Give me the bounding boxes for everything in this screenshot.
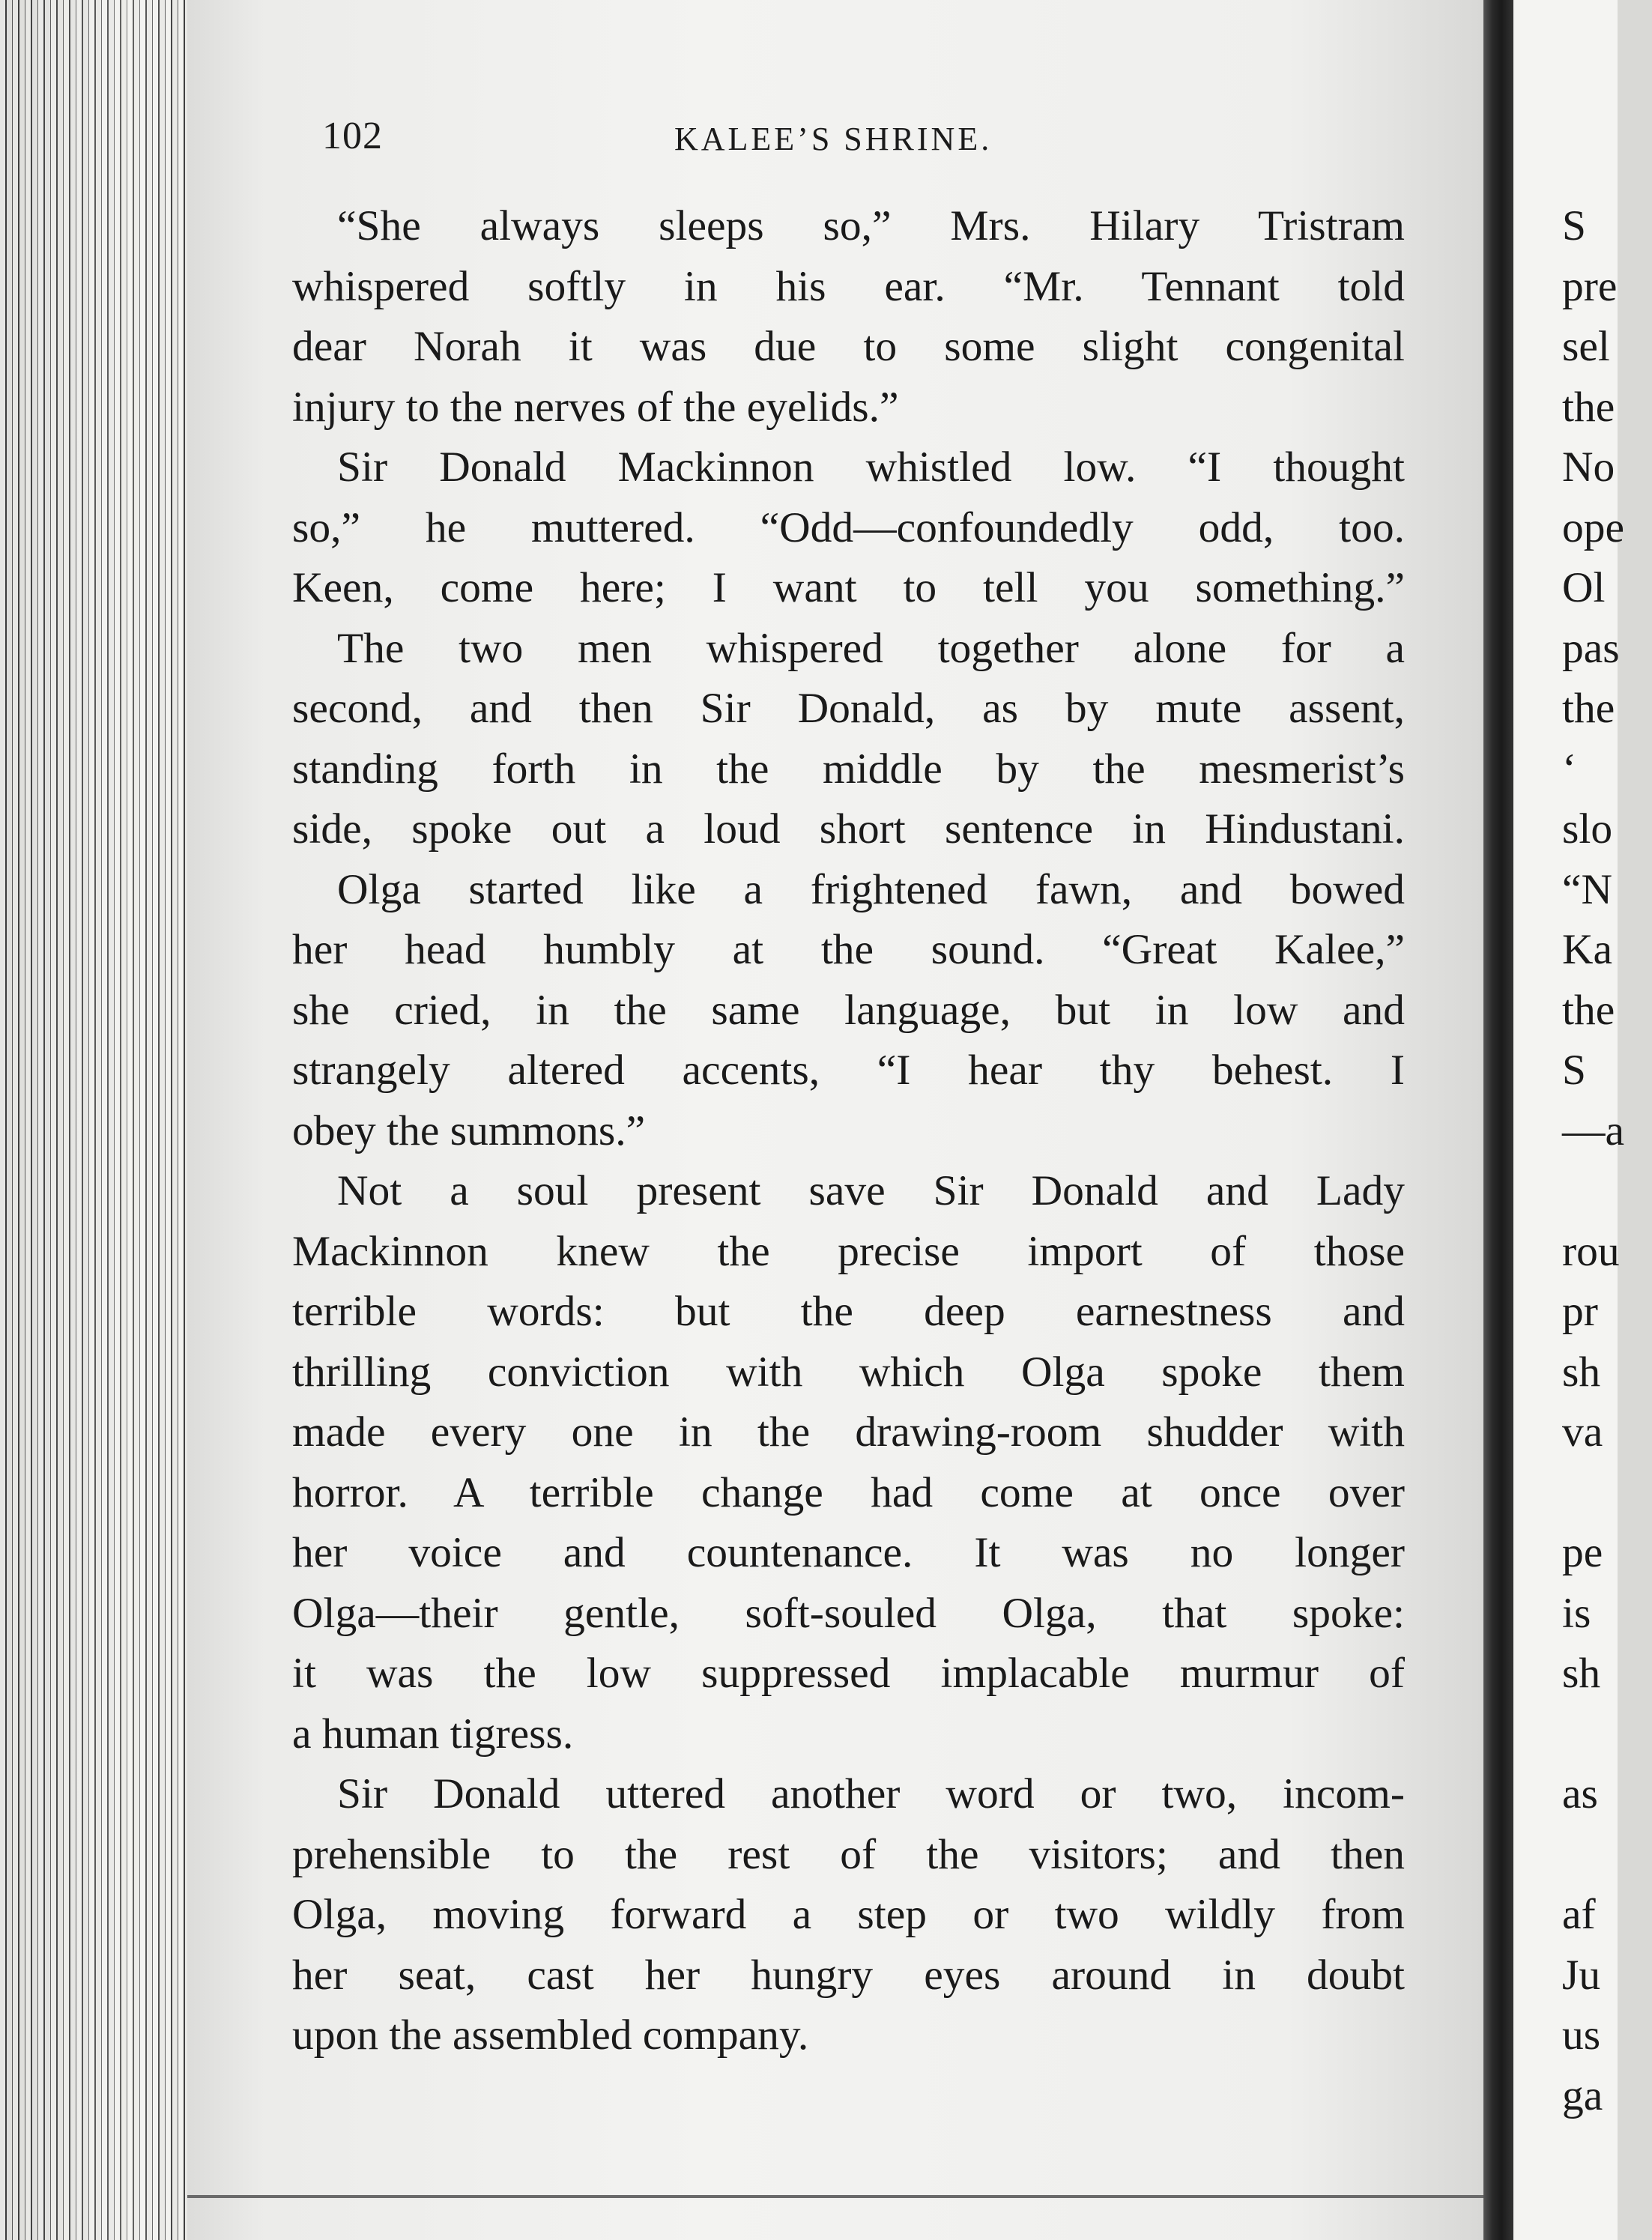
- running-head: KALEE’S SHRINE.: [674, 121, 993, 157]
- text-line: dear Norah it was due to some slight congenital: [292, 323, 1405, 370]
- next-page-fragment: —a: [1562, 1107, 1625, 1154]
- page-bottom-edge: [187, 2195, 1483, 2198]
- text-line: she cried, in the same language, but in low and: [292, 986, 1405, 1034]
- next-page-fragment: af: [1562, 1891, 1596, 1938]
- next-page-fragment: [1562, 1161, 1652, 1222]
- next-page-fragment: as: [1562, 1770, 1598, 1817]
- text-line: side, spoke out a loud short sentence in Hindustani.: [292, 805, 1405, 853]
- next-page-fragment: sh: [1562, 1348, 1601, 1396]
- text-line: obey the summons.”: [292, 1107, 646, 1154]
- text-line: Olga started like a frightened fawn, and bowed: [337, 865, 1405, 913]
- next-page-fragment: is: [1562, 1589, 1591, 1637]
- text-line: prehensible to the rest of the visitors; and then: [292, 1830, 1405, 1878]
- book-gutter: [1483, 0, 1513, 2240]
- next-page-text-fragments: [1562, 196, 1652, 2126]
- text-line: injury to the nerves of the eyelids.”: [292, 383, 899, 431]
- next-page-fragment: us: [1562, 2012, 1601, 2059]
- text-line: “She always sleeps so,” Mrs. Hilary Tristram: [337, 202, 1405, 249]
- text-line: her head humbly at the sound. “Great Kalee,”: [292, 926, 1405, 973]
- next-page-fragment: pr: [1562, 1288, 1598, 1335]
- next-page-fragment: rou: [1562, 1227, 1620, 1275]
- next-page-fragment: the: [1562, 986, 1615, 1034]
- next-page-fragment: [1562, 1825, 1652, 1886]
- next-page-fragment: the: [1562, 383, 1615, 431]
- next-page-fragment: No: [1562, 444, 1615, 491]
- text-line: it was the low suppressed implacable murmur of: [292, 1650, 1405, 1697]
- text-line: her seat, cast her hungry eyes around in doubt: [292, 1951, 1405, 1999]
- next-page-fragment: sel: [1562, 323, 1610, 370]
- next-page-fragment: ga: [1562, 2071, 1603, 2119]
- text-line: a human tigress.: [292, 1710, 574, 1758]
- next-page-fragment: ‘: [1562, 745, 1577, 793]
- next-page-fragment: Ol: [1562, 564, 1606, 611]
- next-page-fragment: pe: [1562, 1529, 1603, 1576]
- text-line: second, and then Sir Donald, as by mute assent,: [292, 685, 1405, 732]
- page-header: [322, 114, 1416, 166]
- next-page-fragment: [1562, 1463, 1652, 1524]
- text-line: made every one in the drawing-room shudder with: [292, 1408, 1405, 1456]
- text-line: Sir Donald Mackinnon whistled low. “I thought: [337, 444, 1405, 491]
- text-line: whispered softly in his ear. “Mr. Tennant told: [292, 262, 1405, 310]
- next-page-fragment: Ka: [1562, 926, 1613, 973]
- next-page-fragment: “N: [1562, 865, 1613, 913]
- text-line: Mackinnon knew the precise import of those: [292, 1227, 1405, 1275]
- body-text: [292, 196, 1405, 2066]
- next-page-fragment: pas: [1562, 624, 1620, 672]
- next-page-fragment: va: [1562, 1408, 1603, 1456]
- text-line: so,” he muttered. “Odd—confoundedly odd, too.: [292, 503, 1405, 551]
- text-line: terrible words: but the deep earnestness and: [292, 1288, 1405, 1335]
- text-line: her voice and countenance. It was no longer: [292, 1529, 1405, 1576]
- next-page-fragment: [1562, 1704, 1652, 1765]
- next-page-fragment: sh: [1562, 1650, 1601, 1697]
- text-line: Not a soul present save Sir Donald and Lady: [337, 1167, 1405, 1214]
- text-line: standing forth in the middle by the mesmerist’s: [292, 745, 1405, 793]
- text-line: The two men whispered together alone for a: [337, 624, 1405, 672]
- next-page-fragment: Ju: [1562, 1951, 1601, 1999]
- text-line: thrilling conviction with which Olga spoke them: [292, 1348, 1405, 1396]
- text-line: Keen, come here; I want to tell you something.”: [292, 564, 1405, 611]
- text-line: Olga—their gentle, soft-souled Olga, that spoke:: [292, 1589, 1405, 1637]
- stacked-page-edges: [0, 0, 187, 2240]
- text-line: upon the assembled company.: [292, 2012, 809, 2059]
- text-line: Sir Donald uttered another word or two, incom-: [337, 1770, 1405, 1817]
- next-page-fragment: slo: [1562, 805, 1613, 853]
- next-page-fragment: pre: [1562, 262, 1618, 310]
- next-page-fragment: S: [1562, 1047, 1586, 1094]
- text-line: horror. A terrible change had come at once over: [292, 1468, 1405, 1516]
- next-page-fragment: ope: [1562, 503, 1625, 551]
- text-line: Olga, moving forward a step or two wildly from: [292, 1891, 1405, 1938]
- page-number: 102: [322, 115, 383, 157]
- next-page-fragment: the: [1562, 685, 1615, 732]
- text-line: strangely altered accents, “I hear thy behest. I: [292, 1047, 1405, 1094]
- next-page-fragment: S: [1562, 202, 1586, 249]
